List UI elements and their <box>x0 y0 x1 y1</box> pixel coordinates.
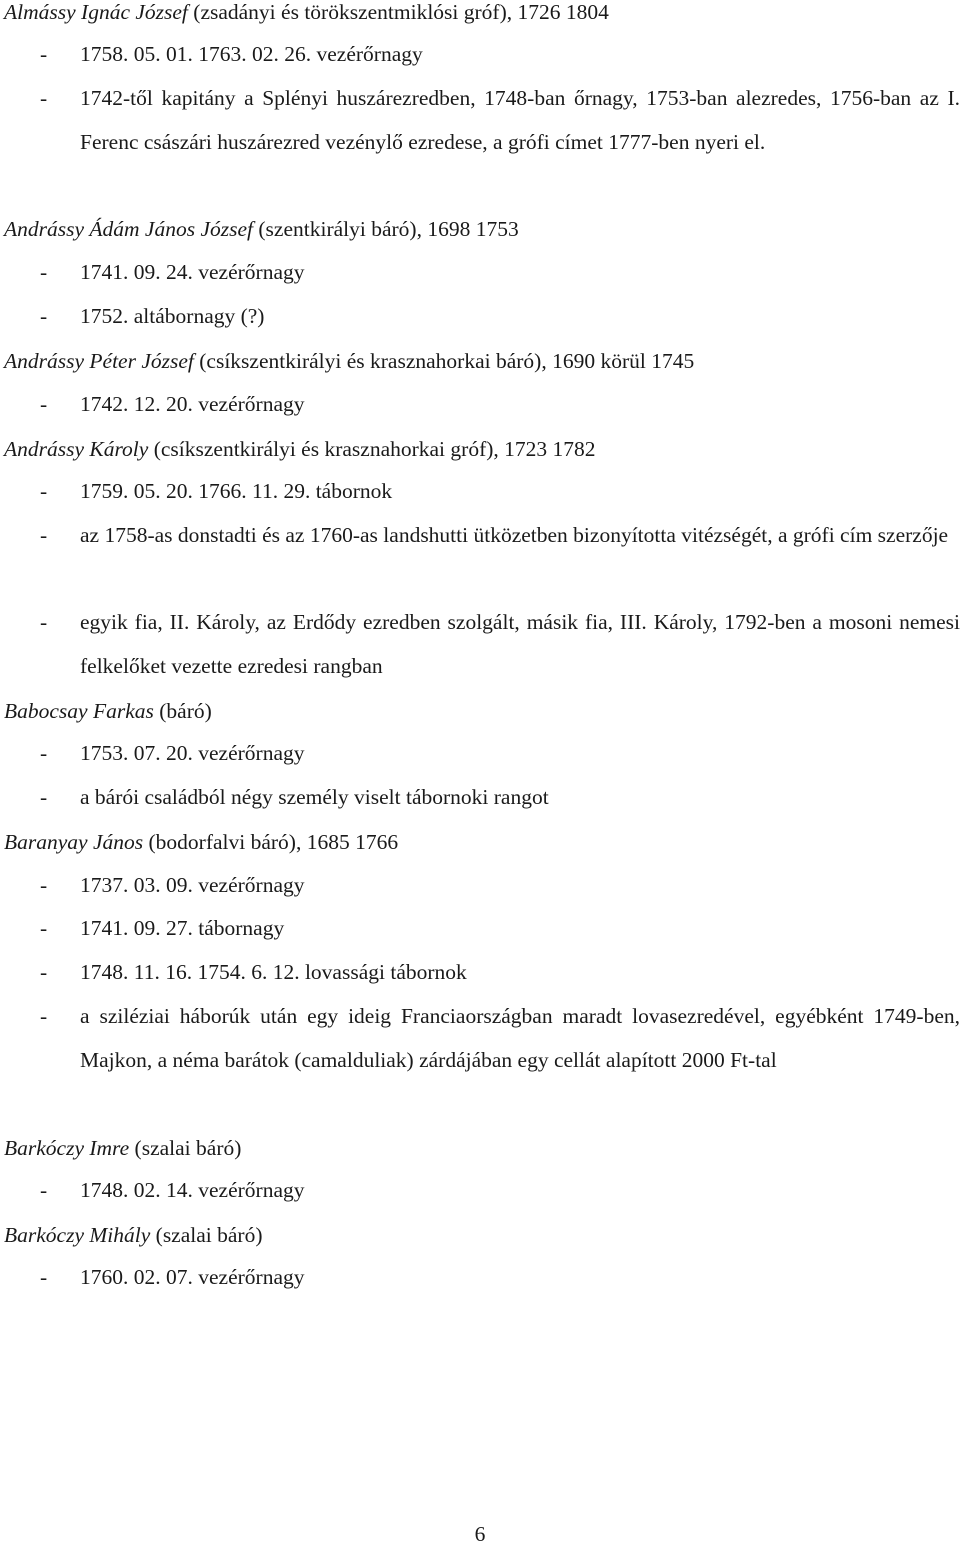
list-dash: - <box>40 610 48 634</box>
entry-heading <box>4 828 398 856</box>
person-details: (szalai báró) <box>129 1136 242 1160</box>
list-dash: - <box>40 960 48 984</box>
entry-heading <box>4 697 212 725</box>
list-item-text: 1753. 07. 20. vezérőrnagy <box>80 741 305 765</box>
list-item-text: 1758. 05. 01. 1763. 02. 26. vezérőrnagy <box>80 42 423 66</box>
person-details: (szalai báró) <box>150 1223 263 1247</box>
person-details: (báró) <box>153 699 212 723</box>
person-name: Andrássy Károly <box>4 437 149 461</box>
person-details: (bodorfalvi báró), 1685 1766 <box>143 830 399 854</box>
list-dash: - <box>40 785 48 809</box>
list-item-text: 1759. 05. 20. 1766. 11. 29. tábornok <box>80 479 393 503</box>
list-item-text: a bárói családból négy személy viselt tábornoki rangot <box>80 785 549 809</box>
person-name: Baranyay János <box>4 830 144 854</box>
list-item-text: egyik fia, II. Károly, az Erdődy ezredben szolgált, másik fia, III. Károly, 1792-ben a mosoni nemesi felkelőket vezette ezredesi rangban <box>80 610 960 678</box>
person-name: Barkóczy Imre <box>4 1136 130 1160</box>
person-name: Andrássy Ádám János József <box>4 217 254 241</box>
list-dash: - <box>40 42 48 66</box>
person-name: Almássy Ignác József <box>4 0 188 24</box>
list-item-text: 1760. 02. 07. vezérőrnagy <box>80 1265 305 1289</box>
list-dash: - <box>40 741 48 765</box>
entry-heading <box>4 1134 241 1162</box>
list-dash: - <box>40 1178 48 1202</box>
list-dash: - <box>40 1265 48 1289</box>
list-dash: - <box>40 304 48 328</box>
entry-heading <box>4 1221 263 1249</box>
list-dash: - <box>40 86 48 110</box>
list-item-text: 1748. 02. 14. vezérőrnagy <box>80 1178 305 1202</box>
list-dash: - <box>40 1004 48 1028</box>
list-item-text: 1742-től kapitány a Splényi huszárezredben, 1748-ban őrnagy, 1753-ban alezredes, 1756-ban az I. Ferenc császári huszárezred vezénylő ezredese, a grófi címet 1777-ben nyeri el. <box>80 86 960 154</box>
list-item-text: 1737. 03. 09. vezérőrnagy <box>80 873 305 897</box>
entry-heading <box>4 435 596 463</box>
person-name: Babocsay Farkas <box>4 699 154 723</box>
page-number: 6 <box>474 1522 486 1546</box>
list-item-text: 1741. 09. 24. vezérőrnagy <box>80 260 305 284</box>
entry-heading <box>4 215 519 243</box>
list-dash: - <box>40 260 48 284</box>
list-dash: - <box>40 873 48 897</box>
entry-heading <box>4 0 609 26</box>
list-item-text: a sziléziai háborúk után egy ideig Franciaországban maradt lovasezredével, egyébként 1749-ben, Majkon, a néma barátok (camalduliak) zárdájában egy cellát alapított 2000 Ft-tal <box>80 1004 960 1072</box>
person-details: (szentkirályi báró), 1698 1753 <box>253 217 519 241</box>
list-item-text: 1748. 11. 16. 1754. 6. 12. lovassági tábornok <box>80 960 467 984</box>
person-name: Barkóczy Mihály <box>4 1223 151 1247</box>
list-dash: - <box>40 523 48 547</box>
entry-heading <box>4 347 694 375</box>
person-details: (zsadányi és törökszentmiklósi gróf), 1726 1804 <box>187 0 609 24</box>
list-item-text: az 1758-as donstadti és az 1760-as landshutti ütközetben bizonyította vitézségét, a grófi cím szerzője <box>80 523 949 547</box>
list-item-text: 1742. 12. 20. vezérőrnagy <box>80 392 305 416</box>
person-details: (csíkszentkirályi és krasznahorkai báró), 1690 körül 1745 <box>193 349 695 373</box>
person-details: (csíkszentkirályi és krasznahorkai gróf), 1723 1782 <box>148 437 596 461</box>
list-dash: - <box>40 479 48 503</box>
person-name: Andrássy Péter József <box>4 349 194 373</box>
list-dash: - <box>40 392 48 416</box>
list-dash: - <box>40 916 48 940</box>
list-item-text: 1752. altábornagy (?) <box>80 304 265 328</box>
list-item-text: 1741. 09. 27. tábornagy <box>80 916 285 940</box>
